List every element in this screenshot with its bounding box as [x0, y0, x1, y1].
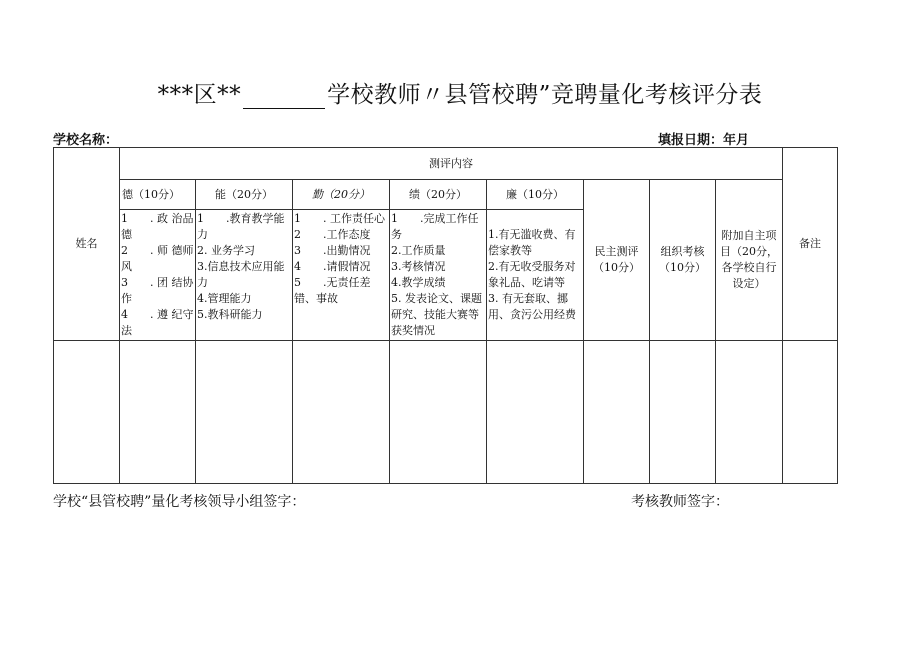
category-header: 绩（20分） — [390, 180, 487, 210]
criteria-item: 5 .无责任差错、事故 — [294, 276, 371, 305]
title-blank[interactable] — [243, 88, 325, 109]
criteria-item: 5. 发表论文、课题研究、技能大赛等获奖情况 — [391, 292, 482, 337]
criteria-item: 2.工作质量 — [391, 244, 446, 257]
criteria-item: 4 . 遵 纪守法 — [121, 308, 194, 337]
criteria-list — [487, 210, 584, 341]
school-name-label: 学校名称： — [53, 133, 119, 148]
criteria-list — [196, 210, 293, 341]
input-cell-organization[interactable] — [650, 341, 716, 484]
evaluation-group-header: 测评内容 — [120, 148, 783, 180]
criteria-item: 2. 业务学习 — [197, 244, 255, 257]
criteria-item: 1 .教育教学能力 — [197, 212, 285, 241]
criteria-list — [120, 210, 196, 341]
input-cell-qin[interactable] — [293, 341, 390, 484]
criteria-list — [390, 210, 487, 341]
teacher-signature-label: 考核教师签字： — [631, 494, 729, 510]
page-title: ***区** 学校教师〃县管校聘”竞聘量化考核评分表 — [157, 82, 763, 108]
criteria-item: 3 . 团 结协作 — [121, 276, 194, 305]
criteria-item: 2 .工作态度 — [294, 228, 371, 241]
input-cell-name[interactable] — [54, 341, 120, 484]
remarks-header: 备注 — [783, 148, 838, 341]
category-header: 廉（10分） — [487, 180, 584, 210]
input-cell-neng[interactable] — [196, 341, 293, 484]
criteria-item: 2 . 师 德师风 — [121, 244, 194, 273]
criteria-item: 3.考核情况 — [391, 260, 446, 273]
criteria-item: 3 .出勤情况 — [294, 244, 371, 257]
criteria-item: 3.信息技术应用能力 — [197, 260, 285, 289]
score-table — [53, 147, 838, 484]
criteria-item: 4 .请假情况 — [294, 260, 371, 273]
input-cell-democratic[interactable] — [584, 341, 650, 484]
criteria-item: 5.教科研能力 — [197, 308, 263, 321]
criteria-item: 2.有无收受服务对象礼品、吃请等 — [488, 260, 576, 289]
criteria-item: 1 . 工作责任心 — [294, 212, 385, 225]
criteria-item: 3. 有无套取、挪用、贪污公用经费 — [488, 292, 576, 321]
input-cell-remarks[interactable] — [783, 341, 838, 484]
fill-date-label: 填报日期：年月 — [658, 133, 750, 148]
criteria-item: 1 .完成工作任务 — [391, 212, 479, 241]
criteria-item: 4.管理能力 — [197, 292, 252, 305]
criteria-item: 1 . 政 治品德 — [121, 212, 194, 241]
input-cell-ji[interactable] — [390, 341, 487, 484]
criteria-item: 1.有无滥收费、有偿家教等 — [488, 228, 576, 257]
category-header: 能（20分） — [196, 180, 293, 210]
input-cell-additional[interactable] — [716, 341, 783, 484]
input-cell-de[interactable] — [120, 341, 196, 484]
criteria-list — [293, 210, 390, 341]
name-header: 姓名 — [54, 148, 120, 341]
organization-assessment-header: 组织考核（10分） — [650, 180, 716, 341]
leadership-signature-label: 学校“县管校聘”量化考核领导小组签字： — [53, 494, 306, 510]
input-cell-lian[interactable] — [487, 341, 584, 484]
category-header: 德（10分） — [120, 180, 196, 210]
criteria-item: 4.教学成绩 — [391, 276, 446, 289]
additional-items-header: 附加自主项目（20分，各学校自行设定） — [716, 180, 783, 341]
democratic-evaluation-header: 民主测评（10分） — [584, 180, 650, 341]
category-header: 勤（20分） — [293, 180, 390, 210]
